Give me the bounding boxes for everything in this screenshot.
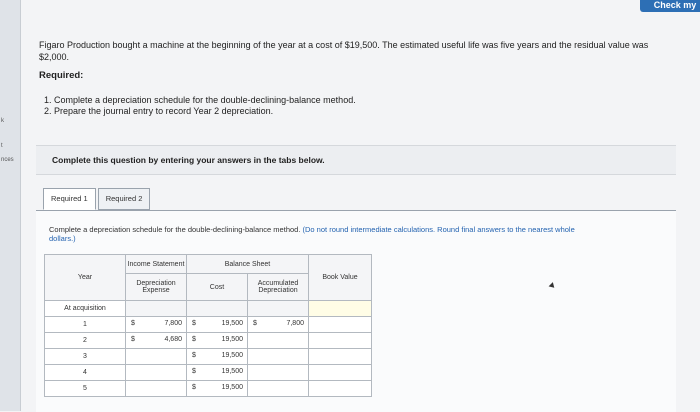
check-my-work-button[interactable]: Check my <box>640 0 700 12</box>
year-cell: At acquisition <box>45 301 126 317</box>
accum-input[interactable] <box>248 365 309 381</box>
required-list <box>44 95 356 117</box>
year-cell: 1 <box>45 317 126 333</box>
table-row <box>45 349 372 365</box>
table-row <box>45 381 372 397</box>
sidebar-fragment-1: k <box>1 118 4 124</box>
depreciation-table <box>44 254 372 397</box>
book-value-input[interactable] <box>309 365 372 381</box>
cost-cell <box>187 349 248 365</box>
header-cost: Cost <box>187 274 248 301</box>
accum-input[interactable] <box>248 317 309 333</box>
required-item-2: 2. Prepare the journal entry to record Year 2 depreciation. <box>44 106 274 116</box>
dep-expense-input[interactable] <box>126 381 187 397</box>
book-value-input[interactable] <box>309 333 372 349</box>
header-book-value: Book Value <box>309 255 372 301</box>
left-sidebar-strip <box>0 0 21 411</box>
cost-value: 19,500 <box>221 368 243 375</box>
book-value-input[interactable] <box>309 349 372 365</box>
header-balance-sheet: Balance Sheet <box>187 255 309 274</box>
accum-input[interactable] <box>248 333 309 349</box>
header-accumulated-depreciation: Accumulated Depreciation <box>248 274 309 301</box>
instruction-text: Complete this question by entering your answers in the tabs below. <box>52 155 325 165</box>
panel-instruction-note: (Do not round intermediate calculations. Round final answers to the nearest whole dollars.) <box>49 225 575 243</box>
table-row <box>45 317 372 333</box>
book-value-input[interactable] <box>309 381 372 397</box>
dep-expense-cell <box>126 301 187 317</box>
dep-expense-input[interactable] <box>126 349 187 365</box>
year-cell: 4 <box>45 365 126 381</box>
dep-expense-input[interactable] <box>126 333 187 349</box>
table-row <box>45 365 372 381</box>
book-value-input[interactable] <box>309 301 372 317</box>
currency-symbol: $ <box>253 320 257 327</box>
cost-value: 19,500 <box>221 384 243 391</box>
tab-bar <box>43 188 152 210</box>
year-cell: 5 <box>45 381 126 397</box>
currency-symbol: $ <box>192 384 196 391</box>
question-prompt: Figaro Production bought a machine at the beginning of the year at a cost of $19,500. The estimated useful life was five years and the residual value was $2,000. <box>39 40 649 62</box>
cost-value: 19,500 <box>221 352 243 359</box>
dep-expense-input[interactable] <box>126 317 187 333</box>
required-item-1: 1. Complete a depreciation schedule for the double-declining-balance method. <box>44 95 356 105</box>
dep-expense-value: 4,680 <box>164 336 182 343</box>
currency-symbol: $ <box>192 320 196 327</box>
header-depreciation-expense: Depreciation Expense <box>126 274 187 301</box>
header-year: Year <box>45 255 126 301</box>
year-cell: 2 <box>45 333 126 349</box>
currency-symbol: $ <box>192 368 196 375</box>
dep-expense-value: 7,800 <box>164 320 182 327</box>
required-heading: Required: <box>39 70 84 81</box>
currency-symbol: $ <box>131 320 135 327</box>
cost-cell <box>187 317 248 333</box>
accum-value: 7,800 <box>286 320 304 327</box>
currency-symbol: $ <box>192 336 196 343</box>
cost-value: 19,500 <box>221 336 243 343</box>
currency-symbol: $ <box>131 336 135 343</box>
table-row <box>45 301 372 317</box>
cost-value: 19,500 <box>221 320 243 327</box>
sidebar-fragment-2: t <box>1 143 3 149</box>
accum-input[interactable] <box>248 349 309 365</box>
sidebar-fragment-3: nces <box>1 157 14 163</box>
cost-cell <box>187 381 248 397</box>
dep-expense-input[interactable] <box>126 365 187 381</box>
accum-cell <box>248 301 309 317</box>
book-value-input[interactable] <box>309 317 372 333</box>
cost-cell <box>187 365 248 381</box>
tab-required-2[interactable]: Required 2 <box>98 188 151 210</box>
panel-instruction <box>49 225 589 243</box>
table-row <box>45 333 372 349</box>
header-income-statement: Income Statement <box>126 255 187 274</box>
accum-input[interactable] <box>248 381 309 397</box>
cost-cell <box>187 333 248 349</box>
panel-instruction-main: Complete a depreciation schedule for the double-declining-balance method. <box>49 225 301 234</box>
instruction-box <box>36 145 676 175</box>
tab-required-1[interactable]: Required 1 <box>43 188 96 210</box>
currency-symbol: $ <box>192 352 196 359</box>
cost-cell <box>187 301 248 317</box>
year-cell: 3 <box>45 349 126 365</box>
